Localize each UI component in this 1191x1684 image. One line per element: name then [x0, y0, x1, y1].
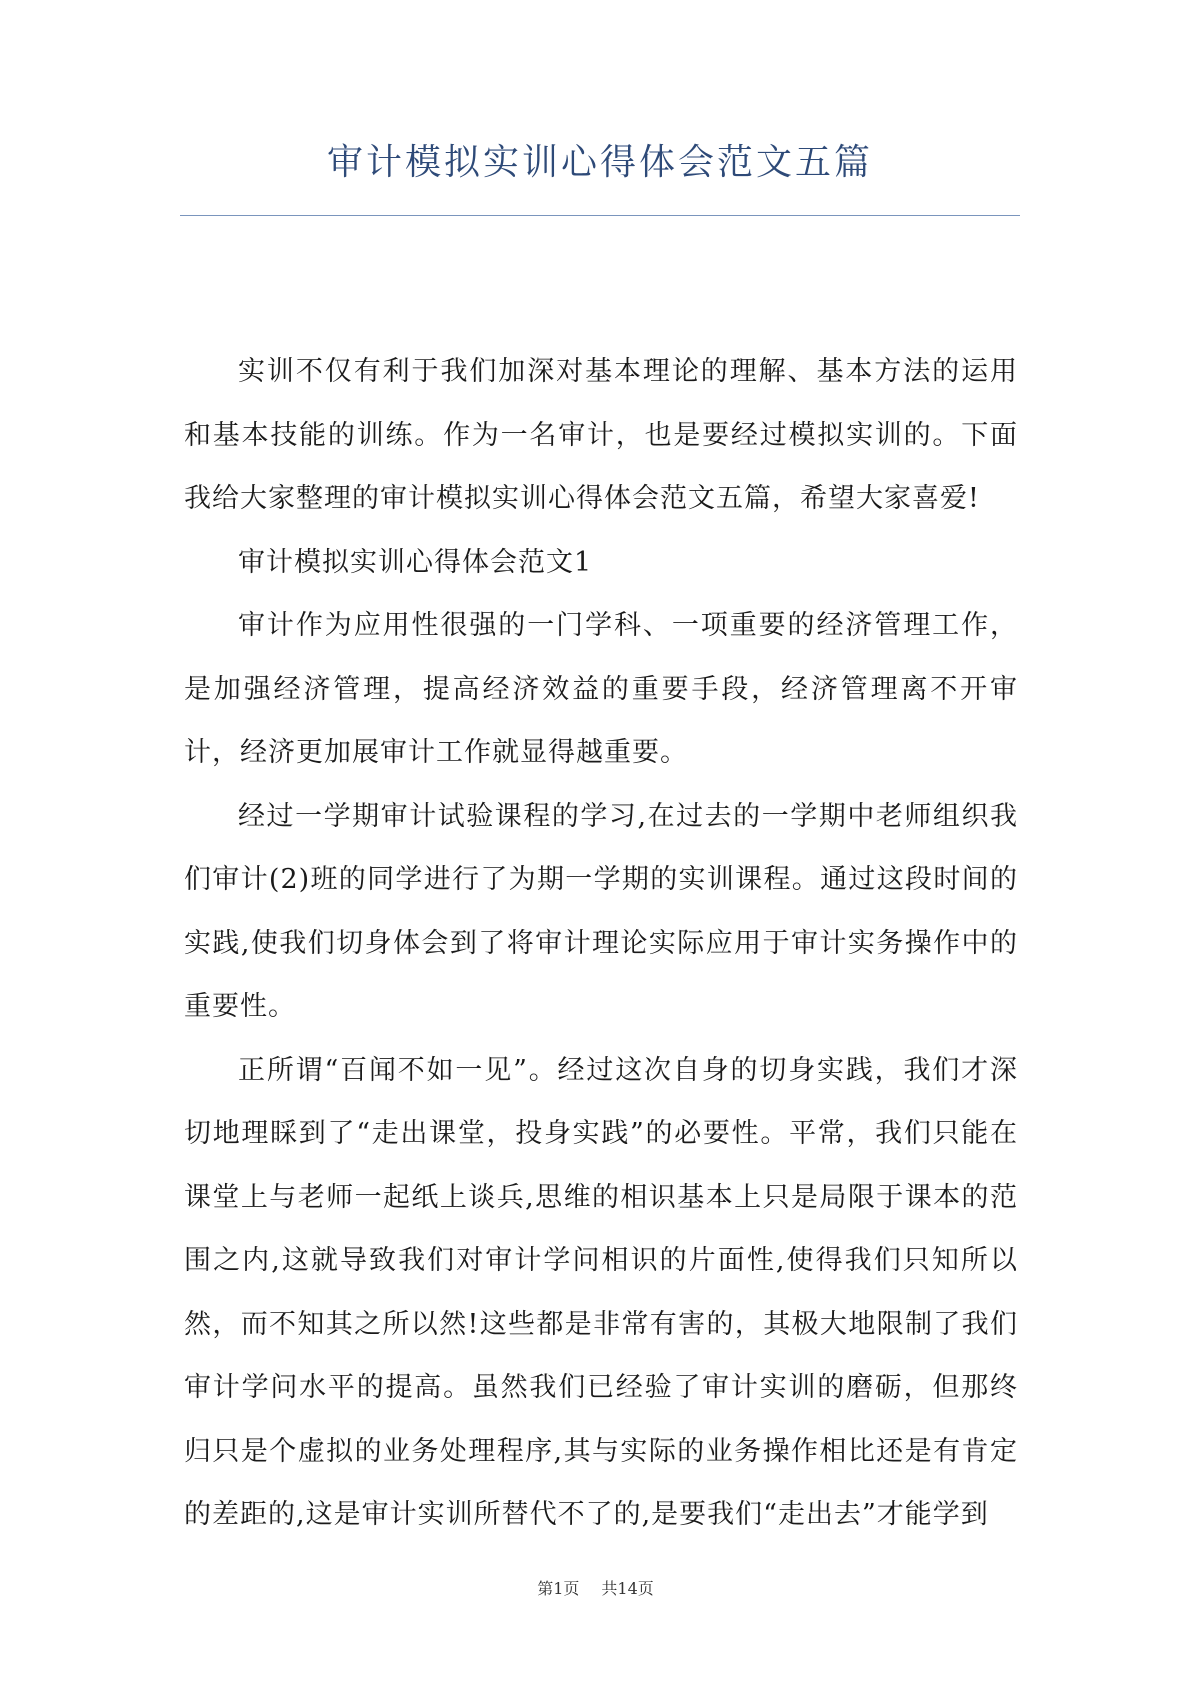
body-paragraph: 审计作为应用性很强的一门学科、一项重要的经济管理工作，是加强经济管理，提高经济效益的重要手段，经济管理离不开审计，经济更加展审计工作就显得越重要。: [184, 610, 1018, 768]
intro-paragraph: 实训不仅有利于我们加深对基本理论的理解、基本方法的运用和基本技能的训练。作为一名审计，也是要经过模拟实训的。下面我给大家整理的审计模拟实训心得体会范文五篇，希望大家喜爱!: [184, 356, 1018, 514]
title-divider: [180, 215, 1020, 216]
document-body: [184, 340, 1018, 1547]
page-title: 审计模拟实训心得体会范文五篇: [326, 142, 873, 183]
page-number: 第1页: [537, 1579, 580, 1598]
body-paragraph: 正所谓“百闻不如一见”。经过这次自身的切身实践，我们才深切地理睬到了“走出课堂，投身实践”的必要性。平常，我们只能在课堂上与老师一起纸上谈兵,思维的相识基本上只是局限于课本的范围之内,这就导致我们对审计学问相识的片面性,使得我们只知所以然，而不知其之所以然!这些都是非常有害的，其极大地限制了我们审计学问水平的提高。虽然我们已经验了审计实训的磨砺，但那终归只是个虚拟的业务处理程序,其与实际的业务操作相比还是有肯定的差距的,这是审计实训所替代不了的,是要我们“走出去”才能学到: [184, 1054, 1018, 1530]
page-total: 共14页: [601, 1579, 654, 1598]
page-footer: [0, 1576, 1191, 1599]
section-heading: 审计模拟实训心得体会范文1: [238, 546, 593, 578]
body-paragraph: 经过一学期审计试验课程的学习,在过去的一学期中老师组织我们审计(2)班的同学进行了为期一学期的实训课程。通过这段时间的实践,使我们切身体会到了将审计理论实际应用于审计实务操作中的重要性。: [184, 800, 1018, 1022]
